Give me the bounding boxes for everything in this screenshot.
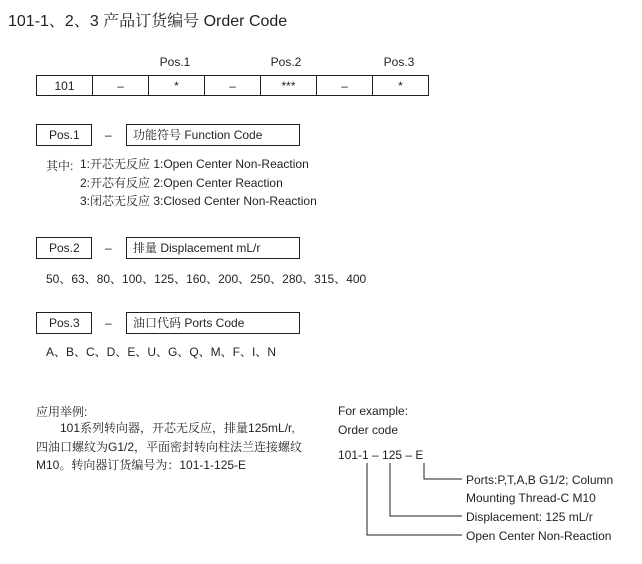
leader-line-ports [424,463,462,479]
leader-line-displacement [390,463,462,516]
pos1-dash: – [105,128,112,142]
callout-ports-line-1: Ports:P,T,A,B G1/2; Column [466,473,614,487]
example-en-order-code: 101-1 – 125 – E [338,448,424,462]
pos1-label-box: Pos.1 [36,124,92,146]
code-cell-separator: – [317,76,373,96]
example-en-heading: For example: [338,404,409,418]
pos1-prefix: 其中: [46,159,74,173]
code-header-pos3: Pos.3 [383,55,415,69]
example-cn-line-3: M10。转向器订货编号为：101-1-125-E [36,458,247,472]
code-cell-pos1: * [149,76,205,96]
pos2-label-box: Pos.2 [36,237,92,259]
code-header-pos1: Pos.1 [159,55,191,69]
pos3-desc-box: 油口代码 Ports Code [126,312,300,334]
code-cell-pos3: * [373,76,429,96]
example-cn-line-1: 101系列转向器，开芯无反应，排量125mL/r, [60,421,295,435]
pos1-option-2: 2:开芯有反应 2:Open Center Reaction [80,175,283,190]
callout-ports-line-2: Mounting Thread-C M10 [466,491,596,505]
pos3-dash: – [105,316,112,330]
code-cell-pos2: *** [261,76,317,96]
callout-function: Open Center Non-Reaction [466,529,612,543]
code-cell-separator: – [93,76,149,96]
pos1-option-3: 3:闭芯无反应 3:Closed Center Non-Reaction [80,194,317,208]
pos2-desc-box: 排量 Displacement mL/r [126,237,300,259]
pos1-desc-box: 功能符号 Function Code [126,124,300,146]
pos3-values: A、B、C、D、E、U、G、Q、M、F、I、N [46,345,277,359]
code-cell-series: 101 [37,76,93,96]
code-cell-separator: – [205,76,261,96]
code-header-pos2: Pos.2 [270,55,302,69]
pos1-option-1: 1:开芯无反应 1:Open Center Non-Reaction [80,157,309,171]
page-title: 101-1、2、3 产品订货编号 Order Code [8,13,288,30]
example-cn-heading: 应用举例: [36,405,88,419]
example-en-subheading: Order code [338,423,399,437]
pos2-values: 50、63、80、100、125、160、200、250、280、315、400 [46,272,367,286]
callout-displacement: Displacement: 125 mL/r [466,510,593,524]
pos3-label-box: Pos.3 [36,312,92,334]
pos2-dash: – [105,241,112,255]
example-cn-line-2: 四油口螺纹为G1/2，平面密封转向柱法兰连接螺纹 [36,439,303,454]
leader-line-function [367,463,462,535]
